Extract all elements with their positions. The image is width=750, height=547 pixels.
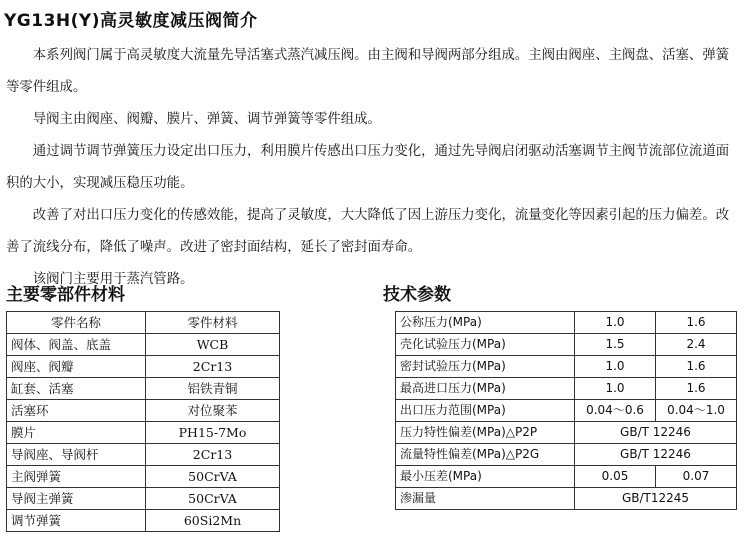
param-value-cell: 1.6 [656, 312, 737, 334]
intro-text [6, 40, 741, 296]
param-value-cell: 0.04～1.0 [656, 400, 737, 422]
part-material-cell: WCB [146, 334, 280, 356]
part-name-cell: 导阀座、导阀杆 [7, 444, 146, 466]
param-name-cell: 流量特性偏差(MPa)△P2G [396, 444, 575, 466]
param-value-cell: 1.5 [575, 334, 656, 356]
param-value-cell: 1.0 [575, 378, 656, 400]
param-value-cell: GB/T 12246 [575, 444, 737, 466]
table-row [396, 488, 737, 510]
part-name-cell: 缸套、活塞 [7, 378, 146, 400]
param-value-cell: 1.6 [656, 378, 737, 400]
table-row [396, 334, 737, 356]
part-name-cell: 阀体、阀盖、底盖 [7, 334, 146, 356]
part-name-cell: 膜片 [7, 422, 146, 444]
param-value-cell: GB/T12245 [575, 488, 737, 510]
table-row [7, 422, 280, 444]
table-row [7, 334, 280, 356]
part-material-cell: 50CrVA [146, 466, 280, 488]
param-value-cell: 1.6 [656, 356, 737, 378]
param-name-cell: 出口压力范围(MPa) [396, 400, 575, 422]
document-title: YG13H(Y)高灵敏度减压阀简介 [4, 11, 258, 31]
param-value-cell: 0.05 [575, 466, 656, 488]
param-value-cell: 0.04～0.6 [575, 400, 656, 422]
param-value-cell: 1.0 [575, 312, 656, 334]
table-row [396, 400, 737, 422]
parts-heading: 主要零部件材料 [6, 285, 125, 305]
part-name-cell: 导阀主弹簧 [7, 488, 146, 510]
parts-materials-table [6, 311, 280, 532]
param-value-cell: GB/T 12246 [575, 422, 737, 444]
table-row [7, 356, 280, 378]
part-material-cell: 铝铁青铜 [146, 378, 280, 400]
param-name-cell: 最小压差(MPa) [396, 466, 575, 488]
param-name-cell: 壳化试验压力(MPa) [396, 334, 575, 356]
part-material-cell: PH15-7Mo [146, 422, 280, 444]
table-row [7, 378, 280, 400]
part-name-cell: 调节弹簧 [7, 510, 146, 532]
part-material-cell: 60Si2Mn [146, 510, 280, 532]
part-material-cell: 对位聚苯 [146, 400, 280, 422]
param-name-cell: 最高进口压力(MPa) [396, 378, 575, 400]
param-value-cell: 0.07 [656, 466, 737, 488]
intro-paragraph: 改善了对出口压力变化的传感效能，提高了灵敏度，大大降低了因上游压力变化，流量变化等因素引起的压力偏差。改善了流线分布，降低了噪声。改进了密封面结构，延长了密封面寿命。 [6, 208, 730, 255]
table-row [396, 312, 737, 334]
part-name-cell: 主阀弹簧 [7, 466, 146, 488]
intro-paragraph: 导阀主由阀座、阀瓣、膜片、弹簧、调节弹簧等零件组成。 [32, 112, 381, 127]
param-name-cell: 密封试验压力(MPa) [396, 356, 575, 378]
intro-paragraph: 通过调节调节弹簧压力设定出口压力，利用膜片传感出口压力变化，通过先导阀启闭驱动活塞调节主阀节流部位流道面积的大小，实现减压稳压功能。 [6, 144, 730, 191]
table-row [396, 466, 737, 488]
technical-specs-table [395, 311, 737, 510]
table-header-row [7, 312, 280, 334]
specs-heading: 技术参数 [383, 285, 451, 305]
intro-paragraph: 该阀门主要用于蒸汽管路。 [32, 272, 194, 287]
param-value-cell: 2.4 [656, 334, 737, 356]
table-row [396, 378, 737, 400]
table-row [7, 510, 280, 532]
param-name-cell: 公称压力(MPa) [396, 312, 575, 334]
part-name-cell: 阀座、阀瓣 [7, 356, 146, 378]
param-value-cell: 1.0 [575, 356, 656, 378]
intro-paragraph: 本系列阀门属于高灵敏度大流量先导活塞式蒸汽减压阀。由主阀和导阀两部分组成。主阀由阀座、主阀盘、活塞、弹簧等零件组成。 [6, 48, 730, 95]
table-row [396, 444, 737, 466]
param-name-cell: 压力特性偏差(MPa)△P2P [396, 422, 575, 444]
part-material-cell: 50CrVA [146, 488, 280, 510]
table-row [7, 488, 280, 510]
table-row [7, 444, 280, 466]
column-header: 零件材料 [146, 312, 280, 334]
part-material-cell: 2Cr13 [146, 444, 280, 466]
table-row [7, 466, 280, 488]
part-material-cell: 2Cr13 [146, 356, 280, 378]
part-name-cell: 活塞环 [7, 400, 146, 422]
column-header: 零件名称 [7, 312, 146, 334]
param-name-cell: 渗漏量 [396, 488, 575, 510]
table-row [396, 422, 737, 444]
table-row [7, 400, 280, 422]
table-row [396, 356, 737, 378]
